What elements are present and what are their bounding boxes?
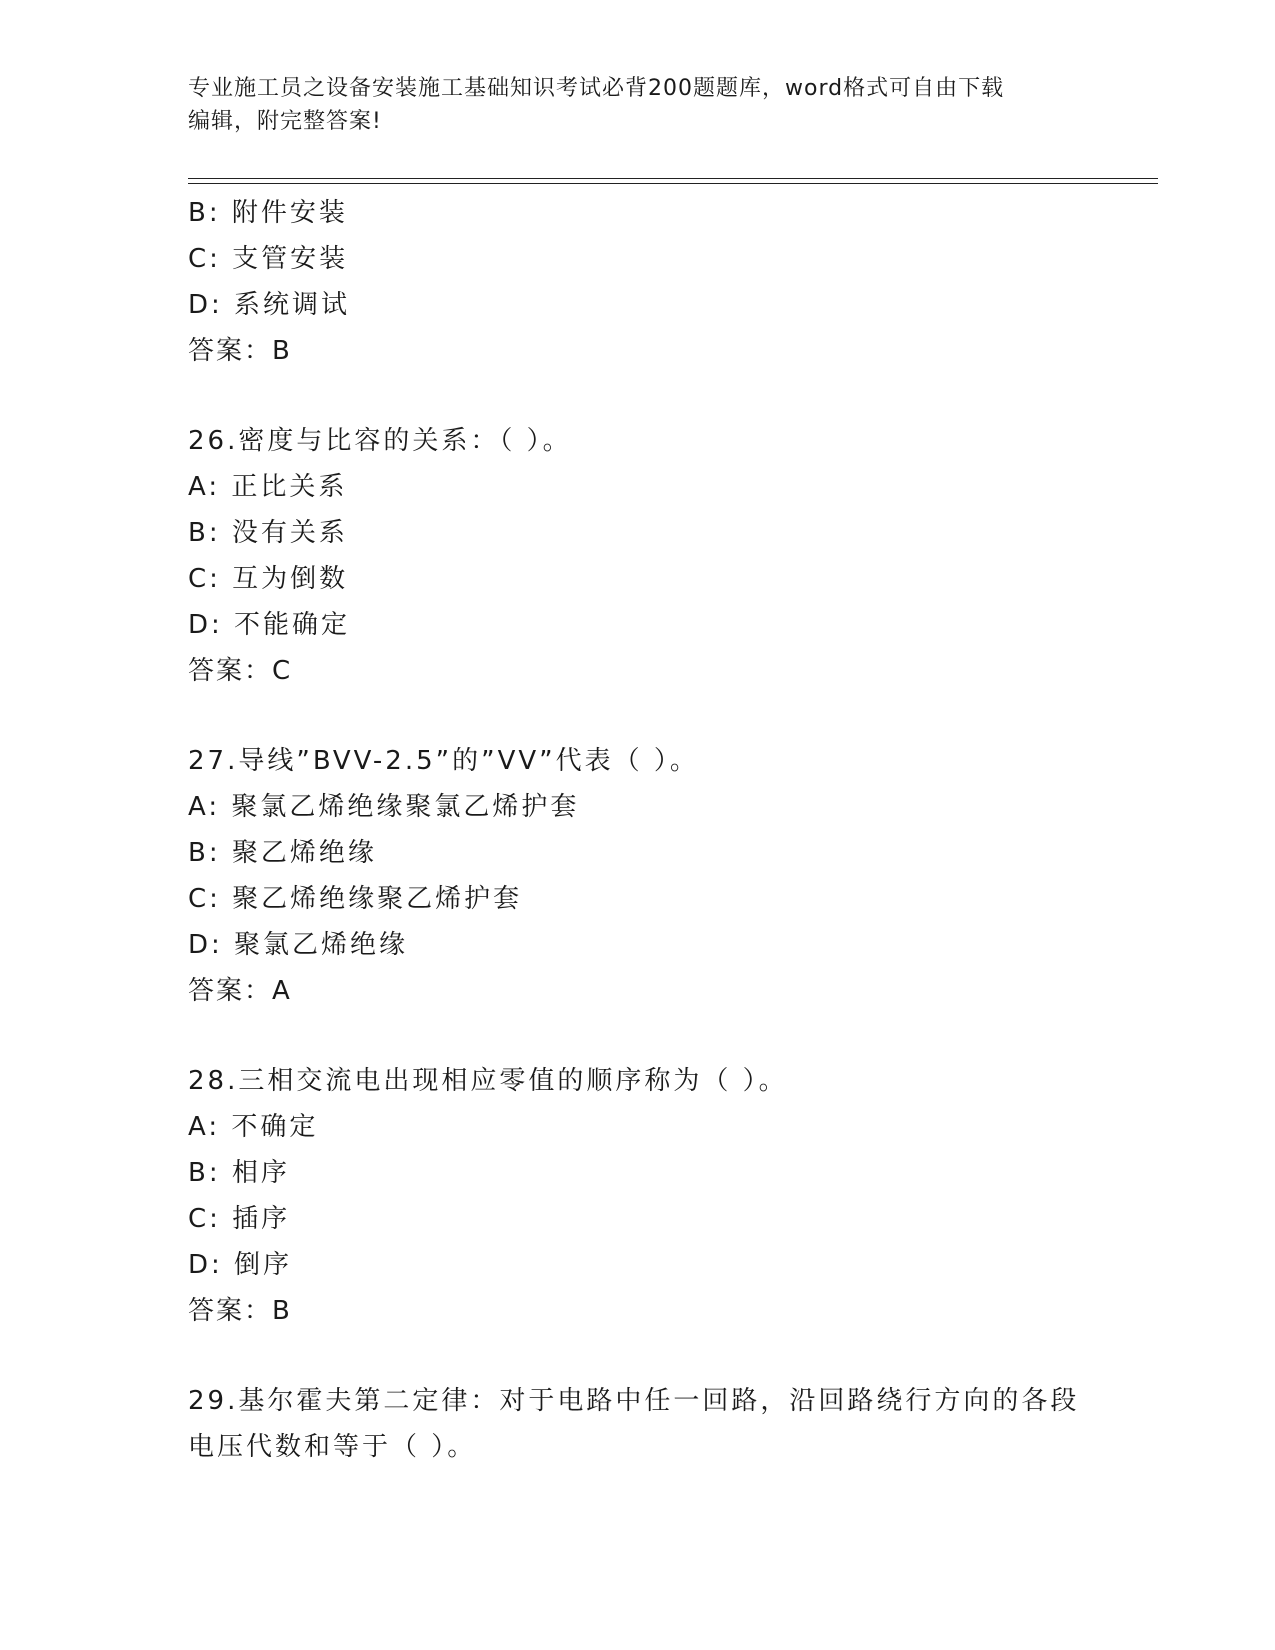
- option-a: A: 正比关系: [188, 472, 348, 502]
- document-header: [188, 72, 1088, 138]
- question-list: [188, 190, 1088, 1470]
- answer-label: 答案：B: [188, 1296, 292, 1326]
- question-text: 27.导线”BVV-2.5”的”VV”代表（ ）。: [188, 746, 699, 776]
- option-d: D: 倒序: [188, 1250, 293, 1280]
- option-b: B: 附件安装: [188, 198, 348, 228]
- header-title-line-1: 专业施工员之设备安装施工基础知识考试必背200题题库，word格式可自由下载: [188, 76, 1005, 101]
- option-b: B: 相序: [188, 1158, 290, 1188]
- question-text: 28.三相交流电出现相应零值的顺序称为（ ）。: [188, 1066, 788, 1096]
- question-text: 26.密度与比容的关系：（ ）。: [188, 426, 572, 456]
- answer-label: 答案：A: [188, 976, 292, 1006]
- option-a: A: 聚氯乙烯绝缘聚氯乙烯护套: [188, 792, 580, 822]
- option-b: B: 聚乙烯绝缘: [188, 838, 377, 868]
- answer-label: 答案：B: [188, 336, 292, 366]
- header-divider-top: [188, 178, 1158, 179]
- option-c: C: 支管安装: [188, 244, 349, 274]
- option-c: C: 互为倒数: [188, 564, 349, 594]
- answer-label: 答案：C: [188, 656, 293, 686]
- option-a: A: 不确定: [188, 1112, 319, 1142]
- option-c: C: 插序: [188, 1204, 291, 1234]
- header-title-line-2: 编辑，附完整答案!: [188, 109, 382, 134]
- header-divider-bottom: [188, 183, 1158, 184]
- question-text-line-2: 电压代数和等于（ ）。: [188, 1432, 477, 1462]
- option-d: D: 聚氯乙烯绝缘: [188, 930, 409, 960]
- option-d: D: 系统调试: [188, 290, 351, 320]
- option-b: B: 没有关系: [188, 518, 348, 548]
- question-text: [188, 1378, 1088, 1470]
- option-c: C: 聚乙烯绝缘聚乙烯护套: [188, 884, 523, 914]
- question-text-line-1: 29.基尔霍夫第二定律：对于电路中任一回路，沿回路绕行方向的各段: [188, 1386, 1080, 1416]
- option-d: D: 不能确定: [188, 610, 351, 640]
